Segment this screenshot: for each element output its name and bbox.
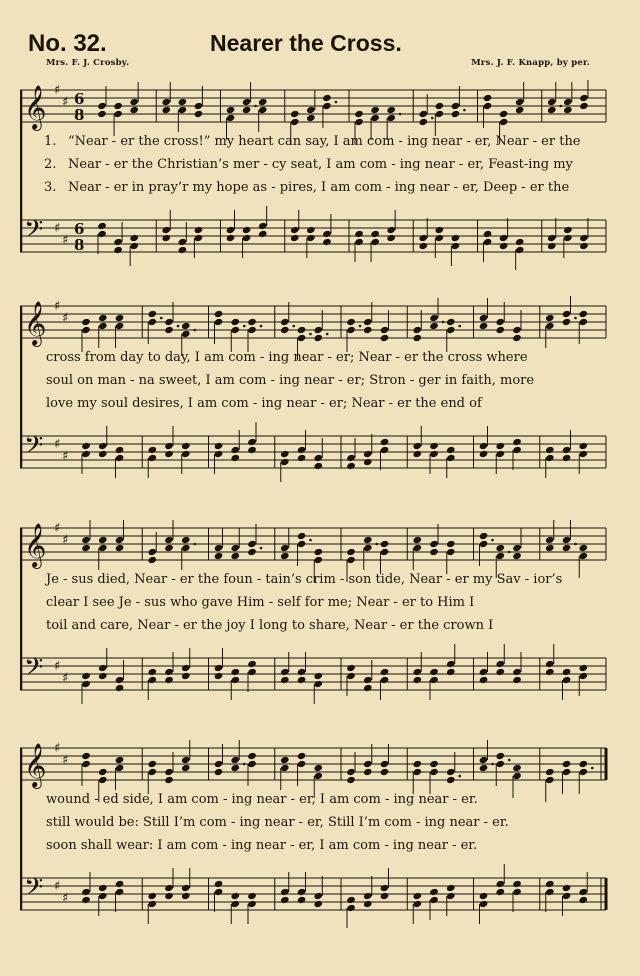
note-head bbox=[81, 752, 91, 760]
note-head bbox=[98, 536, 108, 544]
bass-clef-icon: 𝄢 bbox=[24, 653, 44, 688]
lyric-line-verse-3 bbox=[30, 180, 598, 198]
note-head bbox=[230, 756, 240, 764]
note-head bbox=[147, 548, 157, 556]
note-head bbox=[280, 544, 290, 552]
note-head bbox=[178, 98, 188, 106]
note-head bbox=[429, 760, 439, 768]
note-head bbox=[380, 540, 390, 548]
lyric-line-verse-1 bbox=[30, 134, 598, 152]
note-head bbox=[194, 102, 204, 110]
note-head bbox=[81, 536, 91, 544]
note-head bbox=[113, 102, 123, 110]
note-head bbox=[578, 310, 588, 318]
lyric-text: Near - er the Christian’s mer - cy seat, I am com - ing near - er, Feast-ing my bbox=[68, 157, 573, 172]
sharp-icon: ♯ bbox=[54, 437, 61, 452]
note-head bbox=[129, 98, 139, 106]
verse-number: 1. bbox=[44, 134, 57, 149]
note-head bbox=[380, 760, 390, 768]
note-head bbox=[563, 98, 573, 106]
note-head bbox=[562, 760, 572, 768]
note-head bbox=[181, 536, 191, 544]
note-head bbox=[247, 318, 257, 326]
note-head bbox=[512, 764, 522, 772]
note-head bbox=[230, 318, 240, 326]
bass-clef-icon: 𝄢 bbox=[24, 215, 44, 250]
note-head bbox=[247, 752, 257, 760]
note-head bbox=[297, 532, 307, 540]
note-head bbox=[495, 544, 505, 552]
note-head bbox=[579, 94, 589, 102]
note-head bbox=[306, 106, 316, 114]
note-head bbox=[214, 760, 224, 768]
sharp-icon: ♯ bbox=[62, 311, 69, 326]
lyric-line-verse-2 bbox=[30, 157, 598, 175]
note-head bbox=[346, 318, 356, 326]
note-head bbox=[181, 322, 191, 330]
sharp-icon: ♯ bbox=[62, 671, 69, 686]
note-head bbox=[562, 310, 572, 318]
note-head bbox=[512, 544, 522, 552]
note-head bbox=[495, 752, 505, 760]
lyric-text: wound - ed side, I am com - ing near - er, I am com - ing near - er. bbox=[46, 792, 478, 807]
lyric-text: cross from day to day, I am com - ing near - er; Near - er the cross where bbox=[46, 350, 528, 365]
note-head bbox=[451, 102, 461, 110]
note-head bbox=[164, 536, 174, 544]
lyric-text: clear I see Je - sus who gave Him - self for me; Near - er to Him I bbox=[46, 595, 475, 610]
note-head bbox=[164, 768, 174, 776]
note-head bbox=[247, 540, 257, 548]
note-head bbox=[429, 540, 439, 548]
svg-text:6: 6 bbox=[74, 220, 85, 238]
note-head bbox=[578, 544, 588, 552]
hymn-title: Nearer the Cross. bbox=[210, 30, 402, 56]
note-head bbox=[115, 756, 125, 764]
sharp-icon: ♯ bbox=[62, 233, 69, 248]
note-head bbox=[495, 318, 505, 326]
note-head bbox=[258, 98, 268, 106]
note-head bbox=[214, 310, 224, 318]
note-head bbox=[578, 760, 588, 768]
lyric-line-verse-3 bbox=[30, 838, 598, 856]
bass-clef-icon: 𝄢 bbox=[24, 873, 44, 908]
note-head bbox=[161, 98, 171, 106]
note-head bbox=[230, 544, 240, 552]
lyric-line-verse-3 bbox=[30, 618, 598, 636]
lyric-text: Near - er in pray’r my hope as - pires, I am com - ing near - er, Deep - er the bbox=[68, 180, 570, 195]
lyric-text: Je - sus died, Near - er the foun - tain’s crim - son tide, Near - er my Sav - ior’s bbox=[46, 572, 563, 587]
note-head bbox=[515, 98, 525, 106]
sharp-icon: ♯ bbox=[62, 95, 69, 110]
lyric-line-verse-1 bbox=[30, 350, 598, 368]
note-head bbox=[435, 102, 445, 110]
note-head bbox=[446, 318, 456, 326]
note-head bbox=[81, 318, 91, 326]
note-head bbox=[98, 768, 108, 776]
note-head bbox=[147, 310, 157, 318]
lyric-line-verse-3 bbox=[30, 396, 598, 414]
note-head bbox=[412, 326, 422, 334]
sharp-icon: ♯ bbox=[62, 891, 69, 906]
lyric-line-verse-2 bbox=[30, 815, 598, 833]
composer-credit: Mrs. J. F. Knapp, by per. bbox=[471, 58, 590, 68]
note-head bbox=[363, 318, 373, 326]
lyric-line-verse-1 bbox=[30, 792, 598, 810]
note-head bbox=[214, 544, 224, 552]
note-head bbox=[363, 760, 373, 768]
note-head bbox=[164, 318, 174, 326]
note-head bbox=[97, 102, 107, 110]
treble-clef-icon: 𝄞 bbox=[24, 301, 47, 345]
note-head bbox=[547, 98, 557, 106]
lyric-line-verse-2 bbox=[30, 373, 598, 391]
note-head bbox=[313, 548, 323, 556]
treble-clef-icon: 𝄞 bbox=[24, 523, 47, 567]
lyricist-credit: Mrs. F. J. Crosby. bbox=[46, 58, 130, 68]
bass-clef-icon: 𝄢 bbox=[24, 431, 44, 466]
lyric-text: soon shall wear: I am com - ing near - er, I am com - ing near - er. bbox=[46, 838, 478, 853]
note-head bbox=[181, 756, 191, 764]
note-head bbox=[429, 314, 439, 322]
note-head bbox=[297, 752, 307, 760]
sharp-icon: ♯ bbox=[62, 533, 69, 548]
note-head bbox=[297, 326, 307, 334]
note-head bbox=[147, 760, 157, 768]
note-head bbox=[479, 756, 489, 764]
note-head bbox=[545, 314, 555, 322]
note-head bbox=[226, 106, 236, 114]
sharp-icon: ♯ bbox=[62, 449, 69, 464]
note-head bbox=[545, 536, 555, 544]
lyric-line-verse-2 bbox=[30, 595, 598, 613]
note-head bbox=[418, 110, 428, 118]
note-head bbox=[313, 326, 323, 334]
note-head bbox=[545, 768, 555, 776]
lyric-text: toil and care, Near - er the joy I long to share, Near - er the crown I bbox=[46, 618, 494, 633]
note-head bbox=[363, 536, 373, 544]
note-head bbox=[346, 768, 356, 776]
sharp-icon: ♯ bbox=[54, 221, 61, 236]
note-head bbox=[479, 532, 489, 540]
note-head bbox=[412, 760, 422, 768]
note-head bbox=[370, 106, 380, 114]
note-head bbox=[242, 98, 252, 106]
note-head bbox=[313, 764, 323, 772]
note-head bbox=[98, 314, 108, 322]
note-head bbox=[115, 314, 125, 322]
note-head bbox=[483, 94, 493, 102]
hymn-header bbox=[0, 0, 640, 80]
treble-clef-icon: 𝄞 bbox=[24, 85, 47, 129]
lyric-text: soul on man - na sweet, I am com - ing near - er; Stron - ger in faith, more bbox=[46, 373, 535, 388]
note-head bbox=[354, 110, 364, 118]
note-head bbox=[380, 326, 390, 334]
note-head bbox=[512, 326, 522, 334]
note-head bbox=[290, 110, 300, 118]
treble-clef-icon: 𝄞 bbox=[24, 743, 47, 787]
lyric-text: love my soul desires, I am com - ing near - er; Near - er the end of bbox=[46, 396, 482, 411]
note-head bbox=[446, 768, 456, 776]
note-head bbox=[346, 548, 356, 556]
note-head bbox=[412, 536, 422, 544]
svg-text:8: 8 bbox=[74, 236, 85, 254]
sharp-icon: ♯ bbox=[54, 521, 61, 536]
sharp-icon: ♯ bbox=[54, 659, 61, 674]
sharp-icon: ♯ bbox=[54, 879, 61, 894]
verse-number: 2. bbox=[44, 157, 57, 172]
sharp-icon: ♯ bbox=[62, 753, 69, 768]
note-head bbox=[280, 756, 290, 764]
note-head bbox=[322, 94, 332, 102]
sharp-icon: ♯ bbox=[54, 741, 61, 756]
sharp-icon: ♯ bbox=[54, 83, 61, 98]
sharp-icon: ♯ bbox=[54, 299, 61, 314]
note-head bbox=[386, 106, 396, 114]
note-head bbox=[479, 314, 489, 322]
lyric-text: “Near - er the cross!” my heart can say, I am com - ing near - er, Near - er the bbox=[68, 134, 581, 149]
lyric-text: still would be: Still I’m com - ing near - er, Still I’m com - ing near - er. bbox=[46, 815, 509, 830]
note-head bbox=[499, 110, 509, 118]
note-head bbox=[280, 318, 290, 326]
svg-text:8: 8 bbox=[74, 106, 85, 124]
note-head bbox=[446, 540, 456, 548]
verse-number: 3. bbox=[44, 180, 57, 195]
svg-text:6: 6 bbox=[74, 90, 85, 108]
note-head bbox=[562, 536, 572, 544]
lyric-line-verse-1 bbox=[30, 572, 598, 590]
note-head bbox=[115, 536, 125, 544]
hymn-number: No. 32. bbox=[28, 30, 107, 57]
